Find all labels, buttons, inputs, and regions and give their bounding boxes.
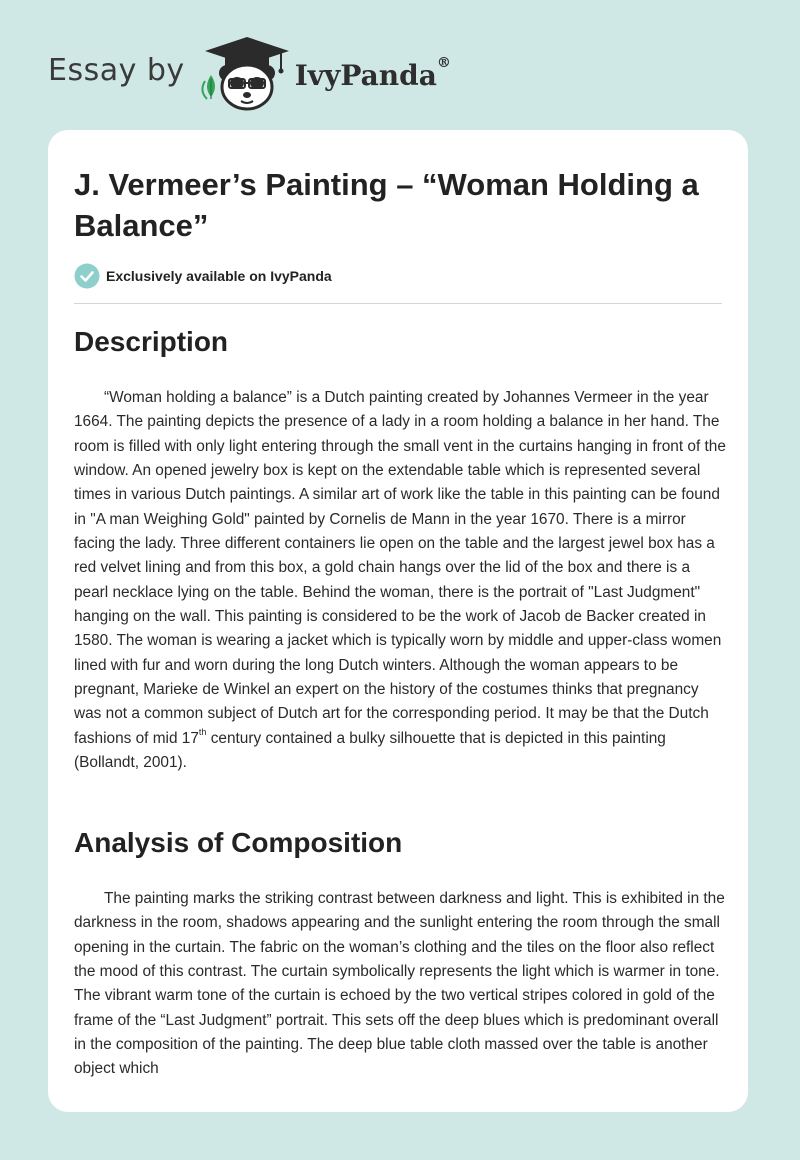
brand-name-text: IvyPanda: [294, 58, 437, 92]
title-divider: [74, 303, 722, 304]
paragraph-text-part: century contained a bulky silhouette that is depicted in this painting (Bollandt, 2001).: [74, 729, 666, 772]
badge-text: Exclusively available on IvyPanda: [106, 268, 332, 284]
paragraph-text-part: “Woman holding a balance” is a Dutch painting created by Johannes Vermeer in the year 1664. The painting depicts the presence of a lady in a room holding a balance in her hand. The room is filled with only light entering through the small vent in the curtains hanging in front of the window. An opened jewelry box is kept on the extendable table which is represented several times in various Dutch paintings. A similar art of work like the table in this painting can be found in "A man Weighing Gold" painted by Cornelis de Mann in the year 1670. There is a mirror facing the lady. Three different containers lie open on the table and the largest jewel box has a red velvet lining and from this box, a gold chain hangs over the lid of the box and there is a pearl necklace lying on the table. Behind the woman, there is the portrait of "Last Judgment" hanging on the wall. This painting is considered to be the work of Jacob de Backer created in 1580. The woman is wearing a jacket which is typically worn by middle and upper-class women lined with fur and worn during the long Dutch winters. Although the woman appears to be pregnant, Marieke de Winkel an expert on the history of the costumes thinks that pregnancy was not a common subject of Dutch art for the corresponding period. It may be that the Dutch fashions of mid 17: [74, 389, 726, 747]
article-card: [48, 130, 748, 1112]
section-paragraph-description: [74, 386, 726, 776]
page-title: J. Vermeer’s Painting – “Woman Holding a Balance”: [74, 167, 699, 243]
section-heading-description: Description: [74, 326, 229, 357]
brand-name[interactable]: [294, 54, 451, 92]
check-circle-icon: [74, 263, 100, 289]
section-heading-analysis: Analysis of Composition: [74, 827, 403, 858]
panda-graduate-logo-icon[interactable]: [201, 35, 293, 113]
brand-prefix: Essay by: [48, 52, 185, 88]
registered-mark: ®: [436, 54, 451, 71]
site-header: [48, 34, 548, 114]
section-paragraph-analysis: The painting marks the striking contrast between darkness and light. This is exhibited in the darkness in the room, shadows appearing and the sunlight entering the room through the small opening in the curtain. The fabric on the woman’s clothing and the tiles on the floor also reflect the mood of this contrast. The curtain symbolically represents the light which is warmer in tone. The vibrant warm tone of the curtain is echoed by the two vertical stripes colored in gold of the frame of the “Last Judgment” portrait. This sets off the deep blues which is predominant overall in the composition of the painting. The deep blue table cloth massed over the table is another object which: [74, 890, 725, 1078]
ordinal-suffix: th: [198, 726, 207, 737]
exclusive-badge: [74, 263, 332, 289]
